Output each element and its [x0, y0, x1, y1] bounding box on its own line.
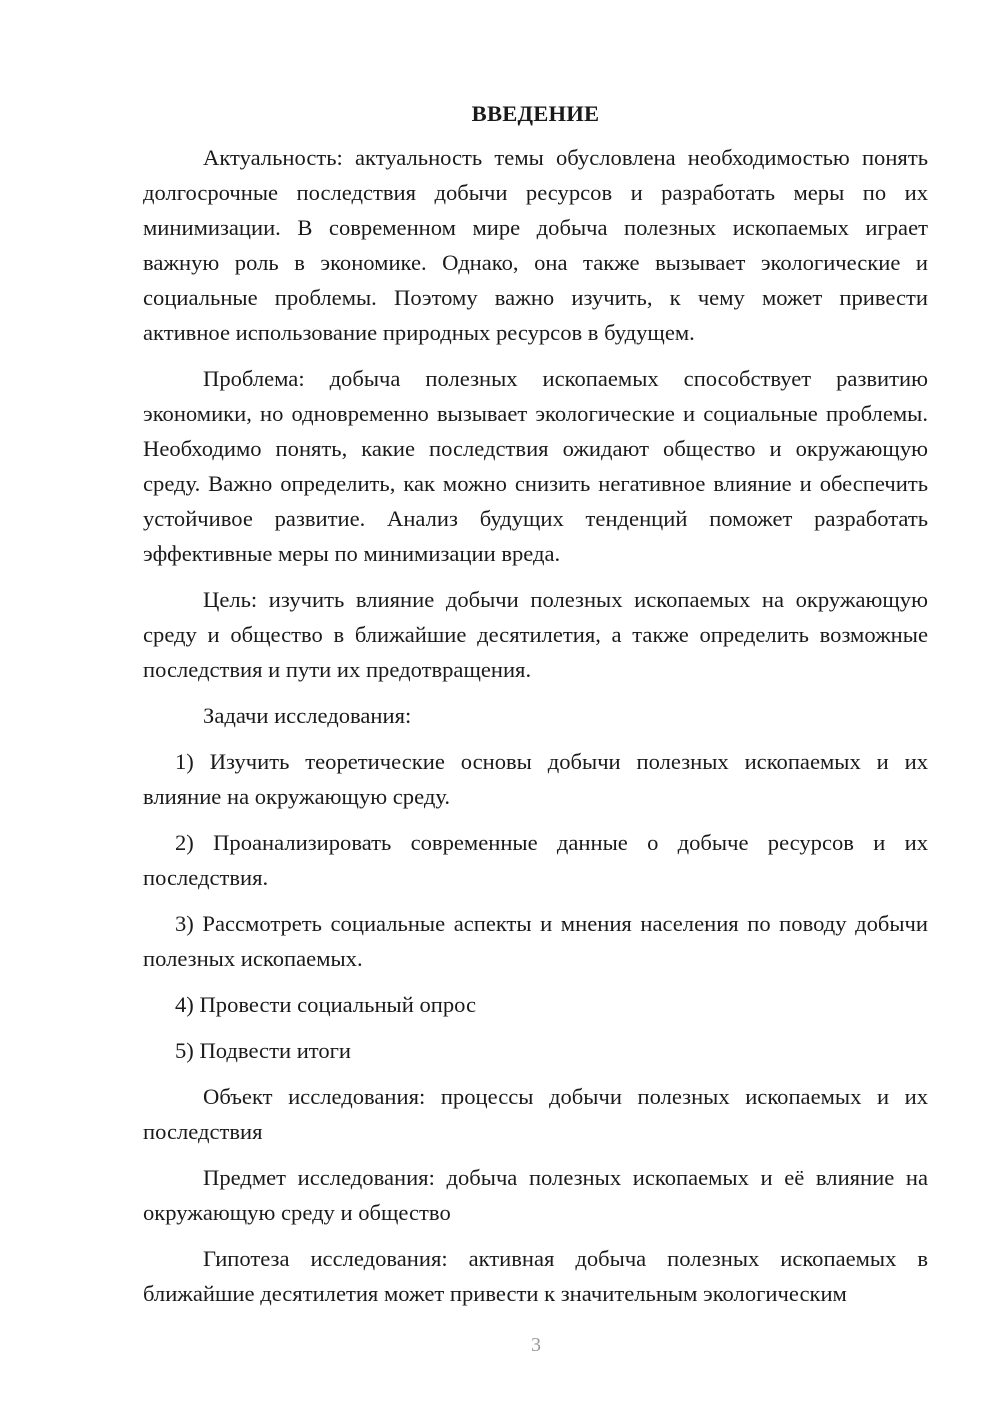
page-number: 3: [531, 1334, 541, 1356]
paragraph-relevance: Актуальность: актуальность темы обусловлена необходимостью понять долгосрочные последствия добычи ресурсов и разработать меры по их минимизации. В современном мире добыча полезных ископаемых играет важную роль в экономике. Однако, она также вызывает экологические и социальные проблемы. Поэтому важно изучить, к чему может привести активное использование природных ресурсов в будущем.: [143, 145, 928, 345]
paragraph-hypothesis: Гипотеза исследования: активная добыча полезных ископаемых в ближайшие десятилетия может привести к значительным экологическим: [143, 1246, 928, 1306]
paragraph-tasks-heading: Задачи исследования:: [203, 703, 412, 728]
paragraph-goal: Цель: изучить влияние добычи полезных ископаемых на окружающую среду и общество в ближайшие десятилетия, а также определить возможные последствия и пути их предотвращения.: [143, 587, 928, 682]
task-item-3: 3) Рассмотреть социальные аспекты и мнения населения по поводу добычи полезных ископаемых.: [143, 911, 928, 971]
section-title: ВВЕДЕНИЕ: [471, 101, 600, 126]
task-item-4: 4) Провести социальный опрос: [175, 992, 477, 1017]
document-page: [143, 96, 928, 1311]
paragraph-object: Объект исследования: процессы добычи полезных ископаемых и их последствия: [143, 1084, 928, 1144]
paragraph-subject: Предмет исследования: добыча полезных ископаемых и её влияние на окружающую среду и общество: [143, 1165, 928, 1225]
task-item-2: 2) Проанализировать современные данные о добыче ресурсов и их последствия.: [143, 830, 928, 890]
task-item-5: 5) Подвести итоги: [175, 1038, 352, 1063]
task-item-1: 1) Изучить теоретические основы добычи полезных ископаемых и их влияние на окружающую среду.: [143, 749, 928, 809]
paragraph-problem: Проблема: добыча полезных ископаемых способствует развитию экономики, но одновременно вызывает экологические и социальные проблемы. Необходимо понять, какие последствия ожидают общество и окружающую среду. Важно определить, как можно снизить негативное влияние и обеспечить устойчивое развитие. Анализ будущих тенденций поможет разработать эффективные меры по минимизации вреда.: [143, 366, 928, 566]
